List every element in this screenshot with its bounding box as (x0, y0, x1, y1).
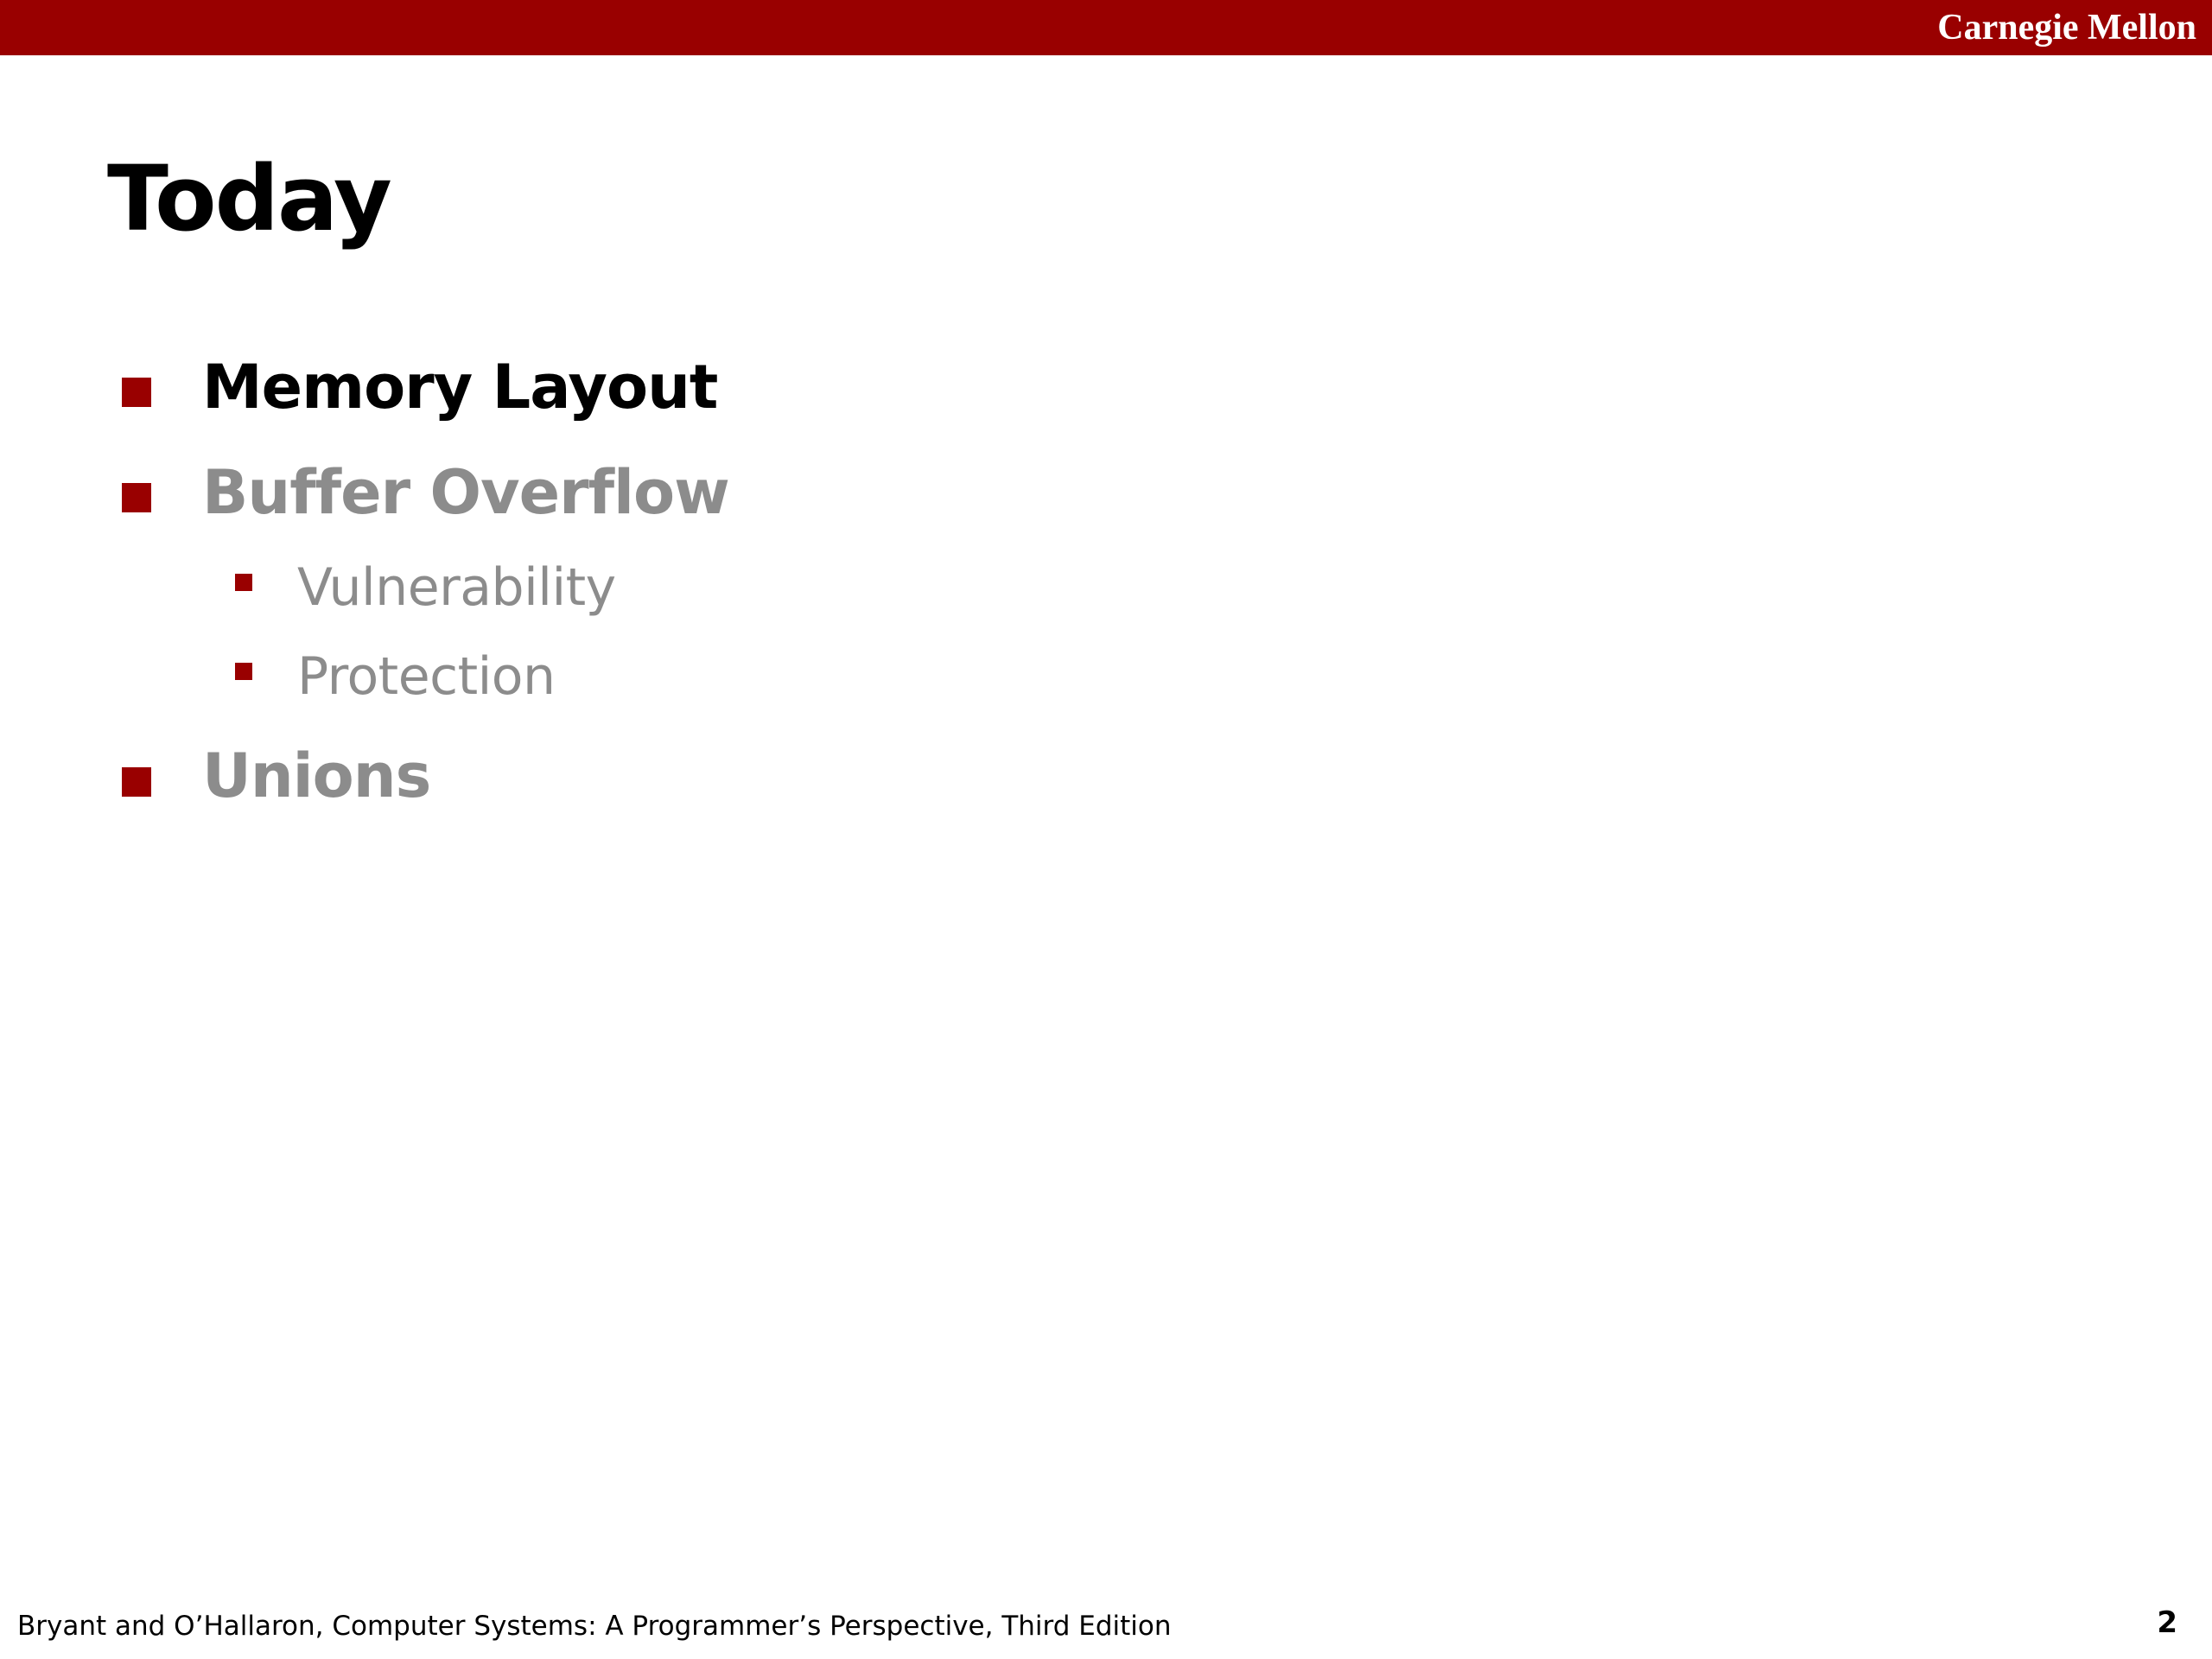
slide-title: Today (107, 146, 391, 251)
agenda-subitem-vulnerability: Vulnerability (297, 557, 616, 618)
footer-citation: Bryant and O’Hallaron, Computer Systems: A Programmer’s Perspective, Third Edition (17, 1611, 1172, 1642)
agenda-item-unions: Unions (202, 741, 431, 811)
sub-bullet-square-icon (235, 663, 252, 680)
university-brand: Carnegie Mellon (1937, 8, 2196, 48)
header-bar (0, 0, 2212, 55)
bullet-square-icon (122, 767, 151, 797)
agenda-subitem-protection: Protection (297, 646, 556, 707)
agenda-item-memory-layout: Memory Layout (202, 352, 718, 423)
bullet-square-icon (122, 483, 151, 512)
sub-bullet-square-icon (235, 574, 252, 591)
bullet-square-icon (122, 378, 151, 407)
agenda-item-buffer-overflow: Buffer Overflow (202, 457, 729, 528)
page-number: 2 (2157, 1605, 2177, 1640)
